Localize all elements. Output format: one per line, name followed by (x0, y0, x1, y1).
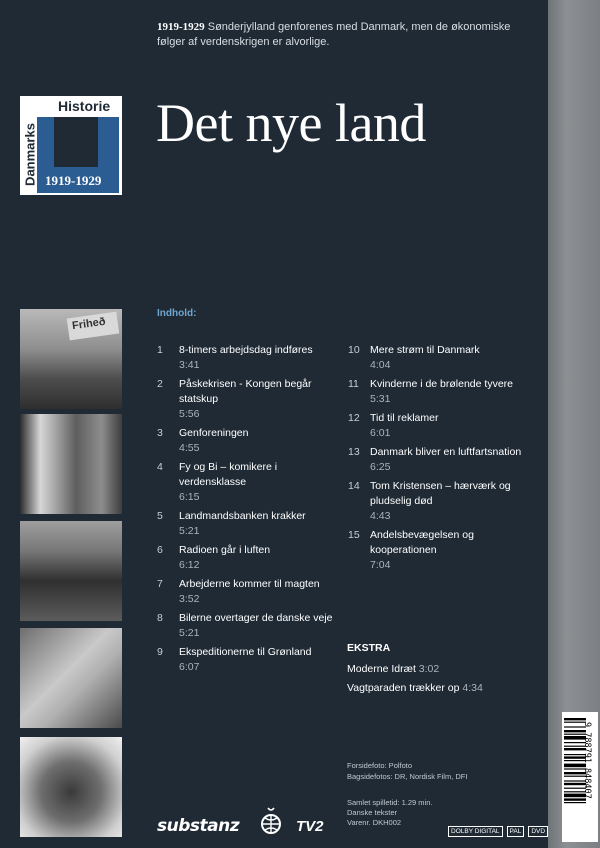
chapter-number: 3 (157, 427, 163, 439)
logo-years: 1919-1929 (45, 173, 102, 188)
chapter-number: 13 (348, 446, 360, 458)
extras-heading: EKSTRA (347, 642, 391, 654)
chapter-time: 5:56 (179, 408, 200, 420)
chapter-title: Genforeningen (179, 427, 249, 439)
chapter-item (348, 377, 528, 407)
chapter-time: 3:52 (179, 593, 200, 605)
chapter-time: 6:12 (179, 559, 200, 571)
chapter-title: Radioen går i luften (179, 544, 271, 556)
photo-credits (347, 760, 467, 782)
extra-time: 3:02 (418, 663, 440, 675)
barcode (562, 712, 598, 842)
photo-crowd (20, 521, 122, 621)
chapter-time: 5:21 (179, 627, 200, 639)
chapter-time: 6:25 (370, 461, 391, 473)
photo-sign-text: Friheð (71, 315, 107, 333)
spec-item-no: Varenr. DKH002 (347, 818, 402, 827)
extra-item (347, 660, 483, 679)
tagline-text: Sønderjylland genforenes med Danmark, men de økonomiske følger af verdenskrigen er alvorlige. (157, 21, 511, 48)
logo-word-danmarks: Danmarks (22, 123, 38, 186)
chapter-title: Tom Kristensen – hærværk og pludselig død (370, 480, 511, 507)
extra-item (347, 679, 483, 698)
chapter-number: 9 (157, 646, 163, 658)
chapter-time: 4:55 (179, 442, 200, 454)
chapter-time: 6:01 (370, 427, 391, 439)
chapter-item (157, 645, 347, 675)
chapter-number: 4 (157, 461, 163, 473)
chapter-list-right (348, 343, 528, 577)
photo-greenlander (20, 737, 122, 837)
logo-inner-square (54, 117, 98, 167)
chapter-item (348, 479, 528, 524)
chapter-item (348, 528, 528, 573)
chapter-time: 4:43 (370, 510, 391, 522)
photo-woman (20, 628, 122, 728)
extras-list (347, 660, 483, 698)
barcode-digits: 9 788791 848407 (582, 722, 592, 799)
chapter-title: Bilerne overtager de danske veje (179, 612, 333, 624)
chapter-title: Danmark bliver en luftfartsnation (370, 446, 522, 458)
chapter-title: Mere strøm til Danmark (370, 344, 480, 356)
chapter-title: 8-timers arbejdsdag indføres (179, 344, 313, 356)
chapter-item (348, 343, 528, 373)
chapter-number: 5 (157, 510, 163, 522)
format-badges (448, 826, 552, 837)
logo-word-historie: Historie (58, 98, 111, 114)
photo-demonstration (20, 309, 122, 409)
chapter-item (157, 543, 347, 573)
chapter-item (157, 343, 347, 373)
chapter-number: 15 (348, 529, 360, 541)
chapter-title: Landmandsbanken krakker (179, 510, 306, 522)
chapter-title: Fy og Bi – komikere i verdensklasse (179, 461, 278, 488)
spec-runtime: Samlet spilletid: 1.29 min. (347, 798, 433, 807)
page-title: Det nye land (156, 93, 426, 153)
chapter-number: 6 (157, 544, 163, 556)
contents-label: Indhold: (157, 308, 197, 319)
chapter-number: 11 (348, 378, 359, 390)
chapter-title: Kvinderne i de brølende tyvere (370, 378, 513, 390)
chapter-time: 7:04 (370, 559, 391, 571)
series-logo (20, 96, 122, 195)
chapter-item (348, 411, 528, 441)
extra-time: 4:34 (462, 682, 483, 694)
chapter-time: 5:21 (179, 525, 200, 537)
chapter-time: 6:07 (179, 661, 200, 673)
chapter-title: Ekspeditionerne til Grønland (179, 646, 312, 658)
chapter-title: Tid til reklamer (370, 412, 439, 424)
chapter-list-left (157, 343, 347, 679)
chapter-item (157, 460, 347, 505)
chapter-number: 10 (348, 344, 360, 356)
dvd-badge: DVD (528, 826, 548, 837)
chapter-item (157, 377, 347, 422)
photo-radio-man (20, 414, 122, 514)
chapter-number: 1 (157, 344, 163, 356)
chapter-item (157, 611, 347, 641)
tagline-years: 1919-1929 (157, 21, 205, 33)
product-specs (347, 798, 432, 828)
chapter-time: 5:31 (370, 393, 391, 405)
chapter-item (157, 509, 347, 539)
extra-title: Vagtparaden trækker op (347, 682, 460, 694)
chapter-item (157, 577, 347, 607)
tv2-logo: TV2 (296, 818, 324, 835)
substanz-logo: substanz (157, 816, 240, 836)
chapter-number: 14 (348, 480, 360, 492)
chapter-number: 12 (348, 412, 360, 424)
extra-title: Moderne Idræt (347, 663, 416, 675)
chapter-title: Arbejderne kommer til magten (179, 578, 320, 590)
chapter-time: 3:41 (179, 359, 200, 371)
chapter-time: 6:15 (179, 491, 200, 503)
chapter-item (348, 445, 528, 475)
dolby-badge: DOLBY DIGITAL (448, 826, 503, 837)
tagline (157, 20, 537, 50)
globe-logo-icon (260, 806, 282, 836)
chapter-item (157, 426, 347, 456)
chapter-number: 8 (157, 612, 163, 624)
chapter-time: 4:04 (370, 359, 391, 371)
spec-subtitles: Danske tekster (347, 808, 398, 817)
pal-badge: PAL (507, 826, 525, 837)
credit-front: Forsidefoto: Polfoto (347, 761, 413, 770)
chapter-title: Andelsbevægelsen og kooperationen (370, 529, 474, 556)
chapter-title: Påskekrisen - Kongen begår statskup (179, 378, 312, 405)
credit-back: Bagsidefotos: DR, Nordisk Film, DFI (347, 772, 468, 781)
chapter-number: 2 (157, 378, 163, 390)
chapter-number: 7 (157, 578, 163, 590)
